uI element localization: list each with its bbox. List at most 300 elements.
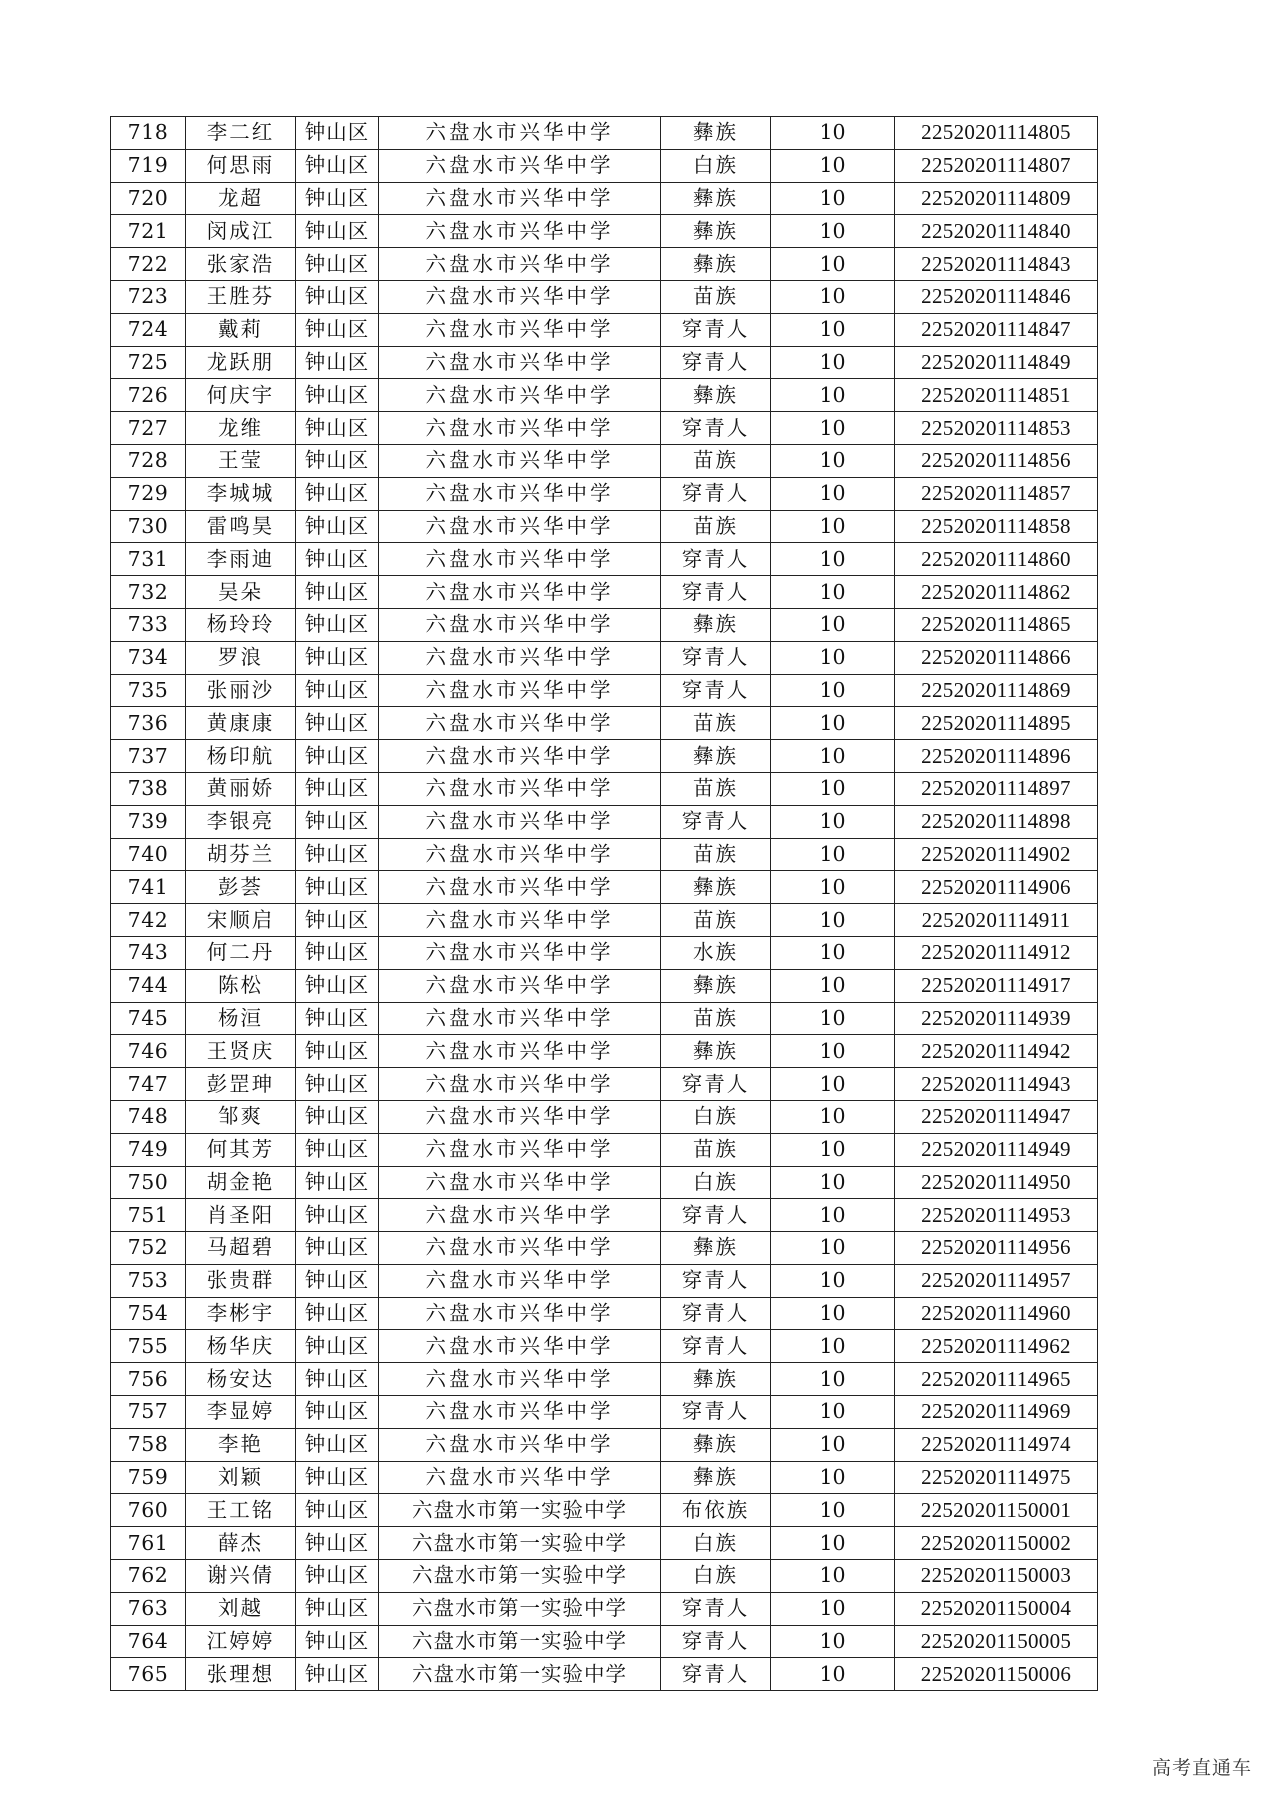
district-cell: 钟山区 [296, 510, 379, 543]
exam-id-cell: 22520201150004 [895, 1592, 1098, 1625]
ethnicity-cell: 彝族 [661, 215, 771, 248]
ethnicity-cell: 彝族 [661, 182, 771, 215]
name-cell: 刘越 [186, 1592, 296, 1625]
school-cell: 六盘水市兴华中学 [379, 1396, 661, 1429]
serial-number-cell: 747 [111, 1068, 186, 1101]
name-cell: 戴莉 [186, 313, 296, 346]
table-row [111, 805, 1098, 838]
exam-id-cell: 22520201114942 [895, 1035, 1098, 1068]
score-cell: 10 [771, 1068, 895, 1101]
table-row [111, 477, 1098, 510]
name-cell: 李城城 [186, 477, 296, 510]
exam-id-cell: 22520201114869 [895, 674, 1098, 707]
table-row [111, 280, 1098, 313]
district-cell: 钟山区 [296, 444, 379, 477]
serial-number-cell: 738 [111, 772, 186, 805]
table-row [111, 1527, 1098, 1560]
table-row [111, 1428, 1098, 1461]
name-cell: 薛杰 [186, 1527, 296, 1560]
table-row [111, 1232, 1098, 1265]
ethnicity-cell: 彝族 [661, 871, 771, 904]
serial-number-cell: 728 [111, 444, 186, 477]
name-cell: 吴朵 [186, 576, 296, 609]
exam-id-cell: 22520201114965 [895, 1363, 1098, 1396]
school-cell: 六盘水市第一实验中学 [379, 1625, 661, 1658]
score-cell: 10 [771, 346, 895, 379]
name-cell: 李彬宇 [186, 1297, 296, 1330]
district-cell: 钟山区 [296, 1527, 379, 1560]
exam-id-cell: 22520201114957 [895, 1264, 1098, 1297]
ethnicity-cell: 穿青人 [661, 1199, 771, 1232]
serial-number-cell: 765 [111, 1658, 186, 1691]
name-cell: 杨华庆 [186, 1330, 296, 1363]
name-cell: 胡金艳 [186, 1166, 296, 1199]
table-row [111, 412, 1098, 445]
name-cell: 江婷婷 [186, 1625, 296, 1658]
score-cell: 10 [771, 543, 895, 576]
table-row [111, 1297, 1098, 1330]
serial-number-cell: 724 [111, 313, 186, 346]
district-cell: 钟山区 [296, 182, 379, 215]
ethnicity-cell: 穿青人 [661, 641, 771, 674]
table-row [111, 707, 1098, 740]
exam-id-cell: 22520201114858 [895, 510, 1098, 543]
serial-number-cell: 751 [111, 1199, 186, 1232]
school-cell: 六盘水市兴华中学 [379, 346, 661, 379]
district-cell: 钟山区 [296, 1166, 379, 1199]
ethnicity-cell: 彝族 [661, 1232, 771, 1265]
district-cell: 钟山区 [296, 313, 379, 346]
serial-number-cell: 733 [111, 608, 186, 641]
school-cell: 六盘水市兴华中学 [379, 1002, 661, 1035]
exam-id-cell: 22520201114853 [895, 412, 1098, 445]
district-cell: 钟山区 [296, 838, 379, 871]
name-cell: 龙维 [186, 412, 296, 445]
name-cell: 王莹 [186, 444, 296, 477]
table-row [111, 576, 1098, 609]
exam-id-cell: 22520201114947 [895, 1100, 1098, 1133]
serial-number-cell: 742 [111, 904, 186, 937]
serial-number-cell: 735 [111, 674, 186, 707]
table-row [111, 871, 1098, 904]
name-cell: 李二红 [186, 117, 296, 150]
ethnicity-cell: 彝族 [661, 117, 771, 150]
serial-number-cell: 737 [111, 740, 186, 773]
score-cell: 10 [771, 248, 895, 281]
school-cell: 六盘水市兴华中学 [379, 641, 661, 674]
district-cell: 钟山区 [296, 1133, 379, 1166]
name-cell: 王工铭 [186, 1494, 296, 1527]
ethnicity-cell: 苗族 [661, 772, 771, 805]
exam-id-cell: 22520201150006 [895, 1658, 1098, 1691]
serial-number-cell: 744 [111, 969, 186, 1002]
table-row [111, 313, 1098, 346]
table-row [111, 1625, 1098, 1658]
score-cell: 10 [771, 1297, 895, 1330]
serial-number-cell: 750 [111, 1166, 186, 1199]
district-cell: 钟山区 [296, 1002, 379, 1035]
score-cell: 10 [771, 1560, 895, 1593]
name-cell: 李银亮 [186, 805, 296, 838]
ethnicity-cell: 苗族 [661, 1002, 771, 1035]
exam-id-cell: 22520201114857 [895, 477, 1098, 510]
school-cell: 六盘水市兴华中学 [379, 510, 661, 543]
score-cell: 10 [771, 477, 895, 510]
district-cell: 钟山区 [296, 477, 379, 510]
table-row [111, 1199, 1098, 1232]
school-cell: 六盘水市兴华中学 [379, 1428, 661, 1461]
ethnicity-cell: 彝族 [661, 969, 771, 1002]
ethnicity-cell: 白族 [661, 1166, 771, 1199]
ethnicity-cell: 穿青人 [661, 576, 771, 609]
ethnicity-cell: 彝族 [661, 1363, 771, 1396]
score-cell: 10 [771, 871, 895, 904]
serial-number-cell: 745 [111, 1002, 186, 1035]
exam-id-cell: 22520201114866 [895, 641, 1098, 674]
score-cell: 10 [771, 280, 895, 313]
score-cell: 10 [771, 1133, 895, 1166]
serial-number-cell: 753 [111, 1264, 186, 1297]
ethnicity-cell: 穿青人 [661, 1625, 771, 1658]
district-cell: 钟山区 [296, 1428, 379, 1461]
table-row [111, 1002, 1098, 1035]
serial-number-cell: 731 [111, 543, 186, 576]
exam-id-cell: 22520201114906 [895, 871, 1098, 904]
district-cell: 钟山区 [296, 1658, 379, 1691]
ethnicity-cell: 苗族 [661, 707, 771, 740]
table-row [111, 904, 1098, 937]
district-cell: 钟山区 [296, 772, 379, 805]
table-row [111, 1592, 1098, 1625]
table-row [111, 1035, 1098, 1068]
district-cell: 钟山区 [296, 1396, 379, 1429]
table-row [111, 969, 1098, 1002]
exam-id-cell: 22520201114911 [895, 904, 1098, 937]
school-cell: 六盘水市兴华中学 [379, 871, 661, 904]
name-cell: 李艳 [186, 1428, 296, 1461]
ethnicity-cell: 穿青人 [661, 1592, 771, 1625]
table-row [111, 674, 1098, 707]
serial-number-cell: 736 [111, 707, 186, 740]
student-roster-table [110, 116, 1098, 1691]
exam-id-cell: 22520201114897 [895, 772, 1098, 805]
name-cell: 刘颖 [186, 1461, 296, 1494]
exam-id-cell: 22520201114809 [895, 182, 1098, 215]
exam-id-cell: 22520201114912 [895, 936, 1098, 969]
name-cell: 彭罡珅 [186, 1068, 296, 1101]
ethnicity-cell: 穿青人 [661, 674, 771, 707]
name-cell: 黄康康 [186, 707, 296, 740]
ethnicity-cell: 彝族 [661, 1461, 771, 1494]
school-cell: 六盘水市兴华中学 [379, 904, 661, 937]
ethnicity-cell: 穿青人 [661, 543, 771, 576]
name-cell: 肖圣阳 [186, 1199, 296, 1232]
ethnicity-cell: 穿青人 [661, 346, 771, 379]
serial-number-cell: 723 [111, 280, 186, 313]
exam-id-cell: 22520201114956 [895, 1232, 1098, 1265]
school-cell: 六盘水市兴华中学 [379, 412, 661, 445]
serial-number-cell: 754 [111, 1297, 186, 1330]
serial-number-cell: 759 [111, 1461, 186, 1494]
school-cell: 六盘水市兴华中学 [379, 576, 661, 609]
exam-id-cell: 22520201114902 [895, 838, 1098, 871]
district-cell: 钟山区 [296, 1297, 379, 1330]
ethnicity-cell: 穿青人 [661, 1396, 771, 1429]
school-cell: 六盘水市第一实验中学 [379, 1527, 661, 1560]
school-cell: 六盘水市兴华中学 [379, 215, 661, 248]
school-cell: 六盘水市兴华中学 [379, 1330, 661, 1363]
ethnicity-cell: 穿青人 [661, 1068, 771, 1101]
score-cell: 10 [771, 904, 895, 937]
school-cell: 六盘水市兴华中学 [379, 1363, 661, 1396]
ethnicity-cell: 水族 [661, 936, 771, 969]
score-cell: 10 [771, 1100, 895, 1133]
score-cell: 10 [771, 1363, 895, 1396]
name-cell: 何二丹 [186, 936, 296, 969]
name-cell: 杨安达 [186, 1363, 296, 1396]
ethnicity-cell: 穿青人 [661, 477, 771, 510]
district-cell: 钟山区 [296, 117, 379, 150]
score-cell: 10 [771, 1396, 895, 1429]
table-row [111, 1658, 1098, 1691]
exam-id-cell: 22520201114898 [895, 805, 1098, 838]
table-row [111, 838, 1098, 871]
ethnicity-cell: 穿青人 [661, 1658, 771, 1691]
school-cell: 六盘水市兴华中学 [379, 707, 661, 740]
ethnicity-cell: 白族 [661, 149, 771, 182]
district-cell: 钟山区 [296, 1363, 379, 1396]
exam-id-cell: 22520201114917 [895, 969, 1098, 1002]
district-cell: 钟山区 [296, 871, 379, 904]
table-row [111, 772, 1098, 805]
serial-number-cell: 749 [111, 1133, 186, 1166]
name-cell: 张丽沙 [186, 674, 296, 707]
name-cell: 王胜芬 [186, 280, 296, 313]
ethnicity-cell: 穿青人 [661, 412, 771, 445]
score-cell: 10 [771, 576, 895, 609]
exam-id-cell: 22520201114960 [895, 1297, 1098, 1330]
ethnicity-cell: 穿青人 [661, 313, 771, 346]
table-row [111, 1461, 1098, 1494]
district-cell: 钟山区 [296, 674, 379, 707]
table-row [111, 1396, 1098, 1429]
serial-number-cell: 748 [111, 1100, 186, 1133]
district-cell: 钟山区 [296, 969, 379, 1002]
name-cell: 何庆宇 [186, 379, 296, 412]
district-cell: 钟山区 [296, 805, 379, 838]
ethnicity-cell: 彝族 [661, 248, 771, 281]
exam-id-cell: 22520201114969 [895, 1396, 1098, 1429]
name-cell: 张贵群 [186, 1264, 296, 1297]
serial-number-cell: 718 [111, 117, 186, 150]
ethnicity-cell: 穿青人 [661, 1297, 771, 1330]
serial-number-cell: 732 [111, 576, 186, 609]
score-cell: 10 [771, 1166, 895, 1199]
exam-id-cell: 22520201114849 [895, 346, 1098, 379]
table-row [111, 1166, 1098, 1199]
serial-number-cell: 727 [111, 412, 186, 445]
school-cell: 六盘水市兴华中学 [379, 936, 661, 969]
table-row [111, 641, 1098, 674]
exam-id-cell: 22520201114939 [895, 1002, 1098, 1035]
score-cell: 10 [771, 1232, 895, 1265]
name-cell: 杨印航 [186, 740, 296, 773]
school-cell: 六盘水市兴华中学 [379, 740, 661, 773]
table-row [111, 117, 1098, 150]
score-cell: 10 [771, 641, 895, 674]
serial-number-cell: 757 [111, 1396, 186, 1429]
name-cell: 陈松 [186, 969, 296, 1002]
ethnicity-cell: 彝族 [661, 608, 771, 641]
table-body [111, 117, 1098, 1691]
school-cell: 六盘水市兴华中学 [379, 608, 661, 641]
exam-id-cell: 22520201150002 [895, 1527, 1098, 1560]
serial-number-cell: 725 [111, 346, 186, 379]
name-cell: 闵成江 [186, 215, 296, 248]
score-cell: 10 [771, 740, 895, 773]
name-cell: 谢兴倩 [186, 1560, 296, 1593]
table-row [111, 936, 1098, 969]
score-cell: 10 [771, 149, 895, 182]
exam-id-cell: 22520201114865 [895, 608, 1098, 641]
school-cell: 六盘水市兴华中学 [379, 182, 661, 215]
exam-id-cell: 22520201114843 [895, 248, 1098, 281]
serial-number-cell: 763 [111, 1592, 186, 1625]
exam-id-cell: 22520201114943 [895, 1068, 1098, 1101]
exam-id-cell: 22520201114974 [895, 1428, 1098, 1461]
ethnicity-cell: 彝族 [661, 1428, 771, 1461]
serial-number-cell: 755 [111, 1330, 186, 1363]
school-cell: 六盘水市兴华中学 [379, 379, 661, 412]
score-cell: 10 [771, 444, 895, 477]
district-cell: 钟山区 [296, 1264, 379, 1297]
district-cell: 钟山区 [296, 1592, 379, 1625]
exam-id-cell: 22520201114962 [895, 1330, 1098, 1363]
school-cell: 六盘水市兴华中学 [379, 444, 661, 477]
exam-id-cell: 22520201114807 [895, 149, 1098, 182]
table-row [111, 1100, 1098, 1133]
name-cell: 胡芬兰 [186, 838, 296, 871]
serial-number-cell: 741 [111, 871, 186, 904]
exam-id-cell: 22520201114856 [895, 444, 1098, 477]
exam-id-cell: 22520201114840 [895, 215, 1098, 248]
score-cell: 10 [771, 215, 895, 248]
district-cell: 钟山区 [296, 280, 379, 313]
school-cell: 六盘水市兴华中学 [379, 772, 661, 805]
score-cell: 10 [771, 1428, 895, 1461]
district-cell: 钟山区 [296, 1035, 379, 1068]
name-cell: 龙跃朋 [186, 346, 296, 379]
score-cell: 10 [771, 117, 895, 150]
school-cell: 六盘水市第一实验中学 [379, 1592, 661, 1625]
score-cell: 10 [771, 608, 895, 641]
score-cell: 10 [771, 969, 895, 1002]
ethnicity-cell: 苗族 [661, 838, 771, 871]
score-cell: 10 [771, 772, 895, 805]
district-cell: 钟山区 [296, 346, 379, 379]
ethnicity-cell: 白族 [661, 1560, 771, 1593]
exam-id-cell: 22520201114846 [895, 280, 1098, 313]
district-cell: 钟山区 [296, 1232, 379, 1265]
score-cell: 10 [771, 1658, 895, 1691]
exam-id-cell: 22520201114847 [895, 313, 1098, 346]
score-cell: 10 [771, 379, 895, 412]
score-cell: 10 [771, 1199, 895, 1232]
serial-number-cell: 719 [111, 149, 186, 182]
ethnicity-cell: 穿青人 [661, 805, 771, 838]
district-cell: 钟山区 [296, 740, 379, 773]
district-cell: 钟山区 [296, 1100, 379, 1133]
district-cell: 钟山区 [296, 543, 379, 576]
school-cell: 六盘水市第一实验中学 [379, 1560, 661, 1593]
district-cell: 钟山区 [296, 707, 379, 740]
exam-id-cell: 22520201150003 [895, 1560, 1098, 1593]
name-cell: 杨洹 [186, 1002, 296, 1035]
serial-number-cell: 734 [111, 641, 186, 674]
name-cell: 马超碧 [186, 1232, 296, 1265]
name-cell: 黄丽娇 [186, 772, 296, 805]
ethnicity-cell: 苗族 [661, 510, 771, 543]
district-cell: 钟山区 [296, 1494, 379, 1527]
ethnicity-cell: 苗族 [661, 904, 771, 937]
district-cell: 钟山区 [296, 904, 379, 937]
ethnicity-cell: 白族 [661, 1100, 771, 1133]
name-cell: 龙超 [186, 182, 296, 215]
score-cell: 10 [771, 1330, 895, 1363]
name-cell: 彭荟 [186, 871, 296, 904]
school-cell: 六盘水市兴华中学 [379, 838, 661, 871]
serial-number-cell: 720 [111, 182, 186, 215]
ethnicity-cell: 苗族 [661, 280, 771, 313]
school-cell: 六盘水市兴华中学 [379, 1232, 661, 1265]
district-cell: 钟山区 [296, 641, 379, 674]
name-cell: 张理想 [186, 1658, 296, 1691]
district-cell: 钟山区 [296, 1199, 379, 1232]
school-cell: 六盘水市兴华中学 [379, 543, 661, 576]
table-row [111, 608, 1098, 641]
school-cell: 六盘水市兴华中学 [379, 1068, 661, 1101]
school-cell: 六盘水市兴华中学 [379, 674, 661, 707]
school-cell: 六盘水市第一实验中学 [379, 1658, 661, 1691]
name-cell: 何思雨 [186, 149, 296, 182]
table-row [111, 1494, 1098, 1527]
exam-id-cell: 22520201150001 [895, 1494, 1098, 1527]
exam-id-cell: 22520201114895 [895, 707, 1098, 740]
table-row [111, 1133, 1098, 1166]
school-cell: 六盘水市兴华中学 [379, 248, 661, 281]
district-cell: 钟山区 [296, 1560, 379, 1593]
score-cell: 10 [771, 182, 895, 215]
school-cell: 六盘水市兴华中学 [379, 1199, 661, 1232]
ethnicity-cell: 彝族 [661, 1035, 771, 1068]
school-cell: 六盘水市兴华中学 [379, 1035, 661, 1068]
name-cell: 邹爽 [186, 1100, 296, 1133]
district-cell: 钟山区 [296, 576, 379, 609]
score-cell: 10 [771, 1461, 895, 1494]
table-row [111, 1330, 1098, 1363]
school-cell: 六盘水市兴华中学 [379, 805, 661, 838]
name-cell: 杨玲玲 [186, 608, 296, 641]
score-cell: 10 [771, 1592, 895, 1625]
serial-number-cell: 756 [111, 1363, 186, 1396]
district-cell: 钟山区 [296, 1330, 379, 1363]
serial-number-cell: 746 [111, 1035, 186, 1068]
name-cell: 王贤庆 [186, 1035, 296, 1068]
score-cell: 10 [771, 1002, 895, 1035]
serial-number-cell: 729 [111, 477, 186, 510]
school-cell: 六盘水市第一实验中学 [379, 1494, 661, 1527]
table-row [111, 149, 1098, 182]
